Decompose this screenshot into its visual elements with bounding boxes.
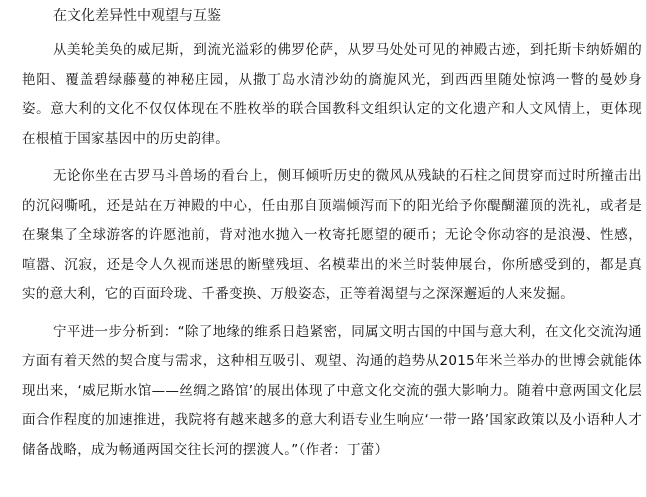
article xyxy=(22,6,642,473)
article-paragraph-1: 从美轮美奂的威尼斯，到流光溢彩的佛罗伦萨，从罗马处处可见的神殿古迹，到托斯卡纳娇媚的艳阳、覆盖碧绿藤蔓的神秘庄园，从撒丁岛水清沙幼的旖旎风光，到西西里随处惊鸿一瞥的曼妙身姿。意大利的文化不仅仅体现在不胜枚举的联合国教科文组织认定的文化遗产和人文风情上，更体现在根植于国家基因中的历史韵律。 xyxy=(22,42,642,147)
article-heading: 在文化差异性中观望与互鉴 xyxy=(53,8,221,24)
article-paragraph-2: 无论你坐在古罗马斗兽场的看台上，侧耳倾听历史的微风从残缺的石柱之间贯穿而过时所撞击出的沉闷嘶吼，还是站在万神殿的中心，任由那自顶端倾泻而下的阳光给予你醍醐灌顶的洗礼，或者是在聚集了全球游客的许愿池前，背对池水抛入一枚寄托愿望的硬币；无论令你动容的是浪漫、性感，喧嚣、沉寂，还是令人久视而迷思的断壁残垣、名模辈出的米兰时装伸展台，你所感受到的，都是真实的意大利，它的百面玲珑、千番变换、万般姿态，正等着渴望与之深深邂逅的人来发掘。 xyxy=(22,168,642,302)
article-paragraph-3: 宁平进一步分析到：“除了地缘的维系日趋紧密，同属文明古国的中国与意大利，在文化交流沟通方面有着天然的契合度与需求，这种相互吸引、观望、沟通的趋势从2015年米兰举办的世博会就能体现出来，‘威尼斯水馆——丝绸之路馆’的展出体现了中意文化交流的强大影响力。随着中意两国文化层面合作程度的加速推进，我院将有越来越多的意大利语专业生响应‘一带一路’国家政策以及小语种人才储备战略，成为畅通两国交往长河的摆渡人。”（作者：丁蕾） xyxy=(22,323,642,458)
